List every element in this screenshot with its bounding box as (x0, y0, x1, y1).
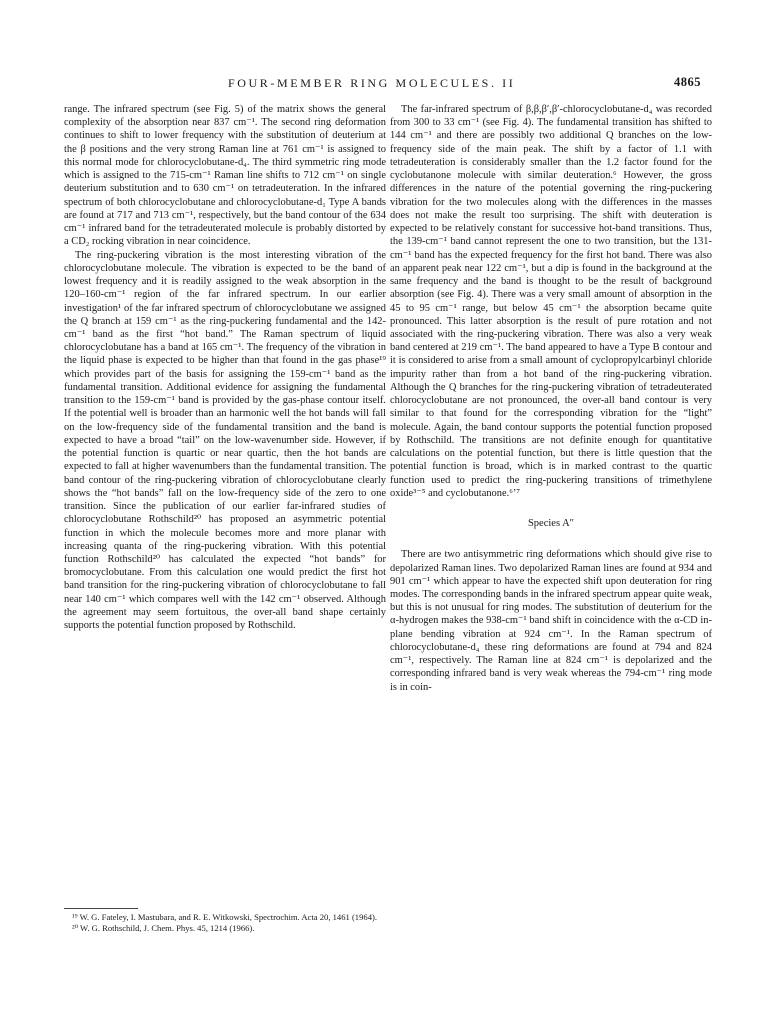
footnote-rule (64, 908, 138, 909)
body-paragraph: There are two antisymmetric ring deformations which should give rise to depolarized Raman lines. Two depolarized Raman lines are found at 934 and 901 cm⁻¹ which appear to have the expected shift upon deuteration for ring modes. The corresponding bands in the infrared spectrum appear quite weak, but this is not unusual for ring modes. The substitution of deuterium for the α-hydrogen makes the 938-cm⁻¹ band shift in coincidence with the α-CD in-plane bending vibration at 924 cm⁻¹. In the Raman spectrum of chlorocyclobutane-d₄ these ring deformations are found at 794 and 824 cm⁻¹, respectively. The Raman line at 824 cm⁻¹ is depolarized and the corresponding infrared band is very weak whereas the 794-cm⁻¹ ring mode is in coin- (390, 549, 712, 693)
right-column (390, 103, 712, 694)
footnote-20: ²⁰ W. G. Rothschild, J. Chem. Phys. 45, 1214 (1966). (72, 923, 255, 933)
body-paragraph: The far-infrared spectrum of β,β,β′,β′-chlorocyclobutane-d₄ was recorded from 300 to 33 cm⁻¹ (see Fig. 4). The fundamental transition has shifted to 144 cm⁻¹ and there are possibly two additional Q branches on the low-frequency side of the main peak. The shift by a factor of 1.1 with tetradeuteration is considerably smaller than the 1.2 factor found for the cyclobutanone molecule with similar deuteration.⁶ However, the gross differences in the nature of the potential governing the ring-puckering vibration for the two molecules along with the differences in the masses does not make the result too surprising. The shift with deuteration is expected to be relatively constant for successive hot-band transitions. Thus, the 139-cm⁻¹ band cannot represent the one to two transition, but the 131-cm⁻¹ band has the expected frequency for the first hot band. There was also an apparent peak near 122 cm⁻¹, but a dip is found in the background at the same frequency and the band is thought to be the result of background absorption (see Fig. 4). There was a very small amount of absorption in the 45 to 95 cm⁻¹ range, but below 45 cm⁻¹ the absorption became quite pronounced. This latter absorption is the result of pure rotation and not associated with the ring-puckering vibration. There was also a very weak band centered at 219 cm⁻¹. The band appeared to have a Type B contour and it is considered to arise from a small amount of cyclopropylcarbinyl chloride impurity rather than from a hot band of the ring-puckering vibration. Although the Q branches for the ring-puckering vibration of tetradeuterated chlorocyclobutane are not pronounced, the over-all band contour is very similar to that found for the corresponding vibration for the “light” molecule. Again, the band contour supports the potential function proposed by Rothschild. The transitions are not definite enough for quantitative calculations on the potential function, but there is little question that the potential function is broad, which is in marked contrast to the quartic function used to predict the ring-puckering transitions of trimethylene oxide³⁻⁵ and cyclobutanone.⁶ʼ⁷ (390, 104, 712, 499)
body-paragraph: range. The infrared spectrum (see Fig. 5) of the matrix shows the general complexity of the absorption near 837 cm⁻¹. The second ring deformation continues to shift to lower frequency with the substitution of deuterium at the β positions and the very strong Raman line at 761 cm⁻¹ is assigned to this normal mode for chlorocyclobutane-d₄. The third symmetric ring mode which is assigned to the 715-cm⁻¹ Raman line shifts to 712 cm⁻¹ on single deuterium substitution and to 630 cm⁻¹ on tetradeuteration. In the infrared spectrum of both chlorocyclobutane and chlorocyclobutane-d₁ Type A bands are found at 717 and 713 cm⁻¹, respectively, but the band contour of the 634 cm⁻¹ infrared band for the tetradeuterated molecule is probably distorted by a CD₂ rocking vibration in near coincidence. (64, 104, 386, 248)
running-title: FOUR-MEMBER RING MOLECULES. II (228, 76, 516, 90)
page-number: 4865 (674, 75, 701, 89)
left-column (64, 103, 386, 632)
body-paragraph: The ring-puckering vibration is the most interesting vibration of the chlorocyclobutane molecule. The vibration is expected to be the band of lowest frequency and it is readily assigned to the weak absorption in the 120–160-cm⁻¹ region of the far infrared spectrum. In our earlier investigation¹ of the far infrared spectrum of chlorocyclobutane we assigned the Q branch at 159 cm⁻¹ as the ring-puckering fundamental and the 142-cm⁻¹ band as the first “hot band.” The Raman spectrum of liquid chlorocyclobutane has a band at 165 cm⁻¹. The frequency of the vibration in the liquid phase is expected to be higher than that found in the gas phase¹⁹ which provides part of the basis for assigning the 159-cm⁻¹ band as the fundamental transition. Additional evidence for assigning the fundamental transition to the 159-cm⁻¹ band is provided by the gas-phase contour itself. If the potential well is broader than an harmonic well the hot bands will fall on the low-frequency side of the fundamental transition and the band is expected to have a broad “tail” on the low-wavenumber side. However, if the potential function is quartic or near quartic, then the hot bands are expected to fall at higher wavenumbers than the fundamental transition. The band contour of the ring-puckering vibration of chlorocyclobutane clearly shows the “hot bands” fall on the low-frequency side of the zero to one transition. Since the publication of our earlier far-infrared studies of chlorocyclobutane Rothschild²⁰ has proposed an asymmetric potential function in which the molecule becomes more and more planar with increasing quanta of the ring-puckering vibration. With this potential function Rothschild²⁰ has calculated the expected “hot bands” for bromocyclobutane. From this calculation one would predict the first hot band transition for the ring-puckering vibration of chlorocyclobutane to fall near 140 cm⁻¹ which compares well with the 142 cm⁻¹ observed. Although the agreement may seem fortuitous, the over-all band shape certainly supports the potential function proposed by Rothschild. (64, 249, 386, 632)
footnote-19: ¹⁹ W. G. Fateley, I. Mastubara, and R. E. Witkowski, Spectrochim. Acta 20, 1461 (1964). (72, 912, 378, 922)
footnotes (64, 912, 386, 934)
section-heading: Species A″ (527, 518, 575, 530)
